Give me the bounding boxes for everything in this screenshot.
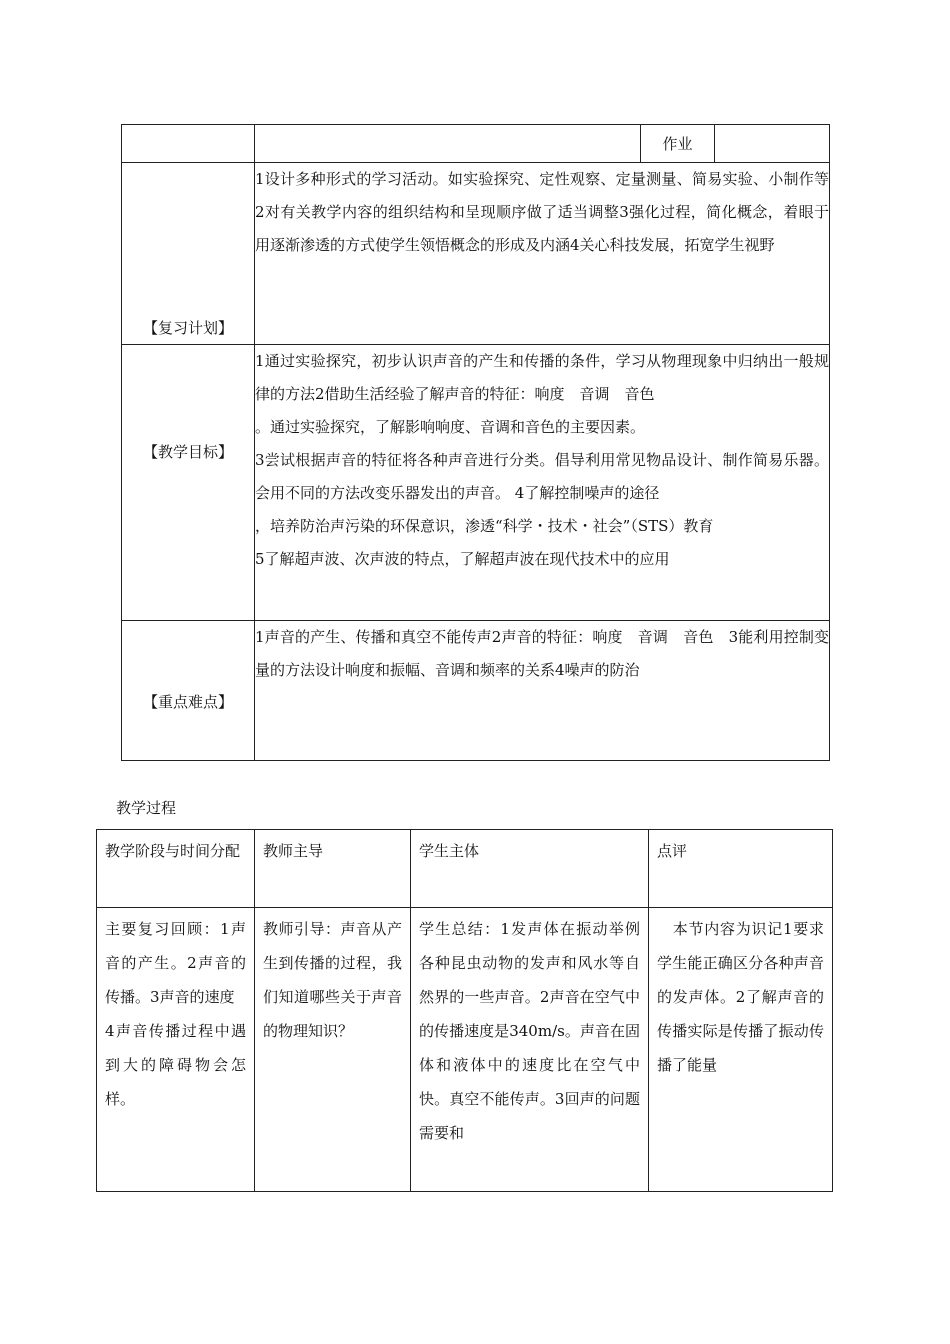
process-row — [97, 908, 833, 1192]
empty-cell — [122, 125, 255, 163]
process-header-row — [97, 830, 833, 908]
key-points-label: 【重点难点】 — [122, 621, 255, 761]
key-points-text: 1声音的产生、传播和真空不能传声2声音的特征：响度 音调 音色 3能利用控制变量的方法设计响度和振幅、音调和频率的关系4噪声的防治 — [255, 621, 830, 761]
process-caption: 教学过程 — [116, 799, 177, 817]
teaching-goals-row — [122, 345, 830, 621]
teaching-goal-line: 3尝试根据声音的特征将各种声音进行分类。倡导利用常见物品设计、制作简易乐器。会用不同的方法改变乐器发出的声音。 4了解控制噪声的途径 — [255, 451, 829, 502]
teacher-cell: 教师引导：声音从产生到传播的过程，我们知道哪些关于声音的物理知识？ — [255, 908, 411, 1192]
homework-label: 作业 — [641, 125, 715, 163]
header-teacher: 教师主导 — [255, 830, 411, 908]
teaching-goals-cell — [255, 345, 830, 621]
stage-text: 主要复习回顾：1声音的产生。2声音的传播。3声音的速度 — [105, 920, 246, 1006]
review-plan-label: 【复习计划】 — [142, 319, 233, 337]
empty-cell — [255, 125, 641, 163]
stage-text: 4声音传播过程中遇到大的障碍物会怎样。 — [105, 1022, 246, 1108]
homework-row — [122, 125, 830, 163]
lesson-plan-table — [121, 124, 830, 761]
comment-cell: 本节内容为识记1要求学生能正确区分各种声音的发声体。2了解声音的传播实际是传播了振动传播了能量 — [649, 908, 833, 1192]
review-plan-row — [122, 163, 830, 345]
stage-cell — [97, 908, 255, 1192]
teaching-goal-line: 。通过实验探究，了解影响响度、音调和音色的主要因素。 — [255, 418, 646, 436]
header-comment: 点评 — [649, 830, 833, 908]
teaching-goals-label: 【教学目标】 — [122, 345, 255, 621]
teaching-process-table — [96, 829, 833, 1192]
review-plan-text: 1设计多种形式的学习活动。如实验探究、定性观察、定量测量、简易实验、小制作等2对有关教学内容的组织结构和呈现顺序做了适当调整3强化过程，简化概念，着眼于用逐渐渗透的方式使学生领悟概念的形成及内涵4关心科技发展，拓宽学生视野 — [255, 163, 830, 345]
review-plan-label-cell — [122, 163, 255, 345]
header-student: 学生主体 — [411, 830, 649, 908]
header-stage: 教学阶段与时间分配 — [97, 830, 255, 908]
empty-cell — [715, 125, 830, 163]
teaching-goal-line: 5了解超声波、次声波的特点，了解超声波在现代技术中的应用 — [255, 550, 670, 568]
student-cell: 学生总结：1发声体在振动举例 各种昆虫动物的发声和风水等自然界的一些声音。2声音在空气中的传播速度是340m/s。声音在固体和液体中的速度比在空气中快。真空不能传声。3回声的问题需要和 — [411, 908, 649, 1192]
teaching-goal-line: ，培养防治声污染的环保意识，渗透“科学・技术・社会”（STS）教育 — [255, 517, 714, 535]
teaching-goal-line: 1通过实验探究，初步认识声音的产生和传播的条件，学习从物理现象中归纳出一般规律的方法2借助生活经验了解声音的特征：响度 音调 音色 — [255, 352, 829, 403]
key-points-row — [122, 621, 830, 761]
